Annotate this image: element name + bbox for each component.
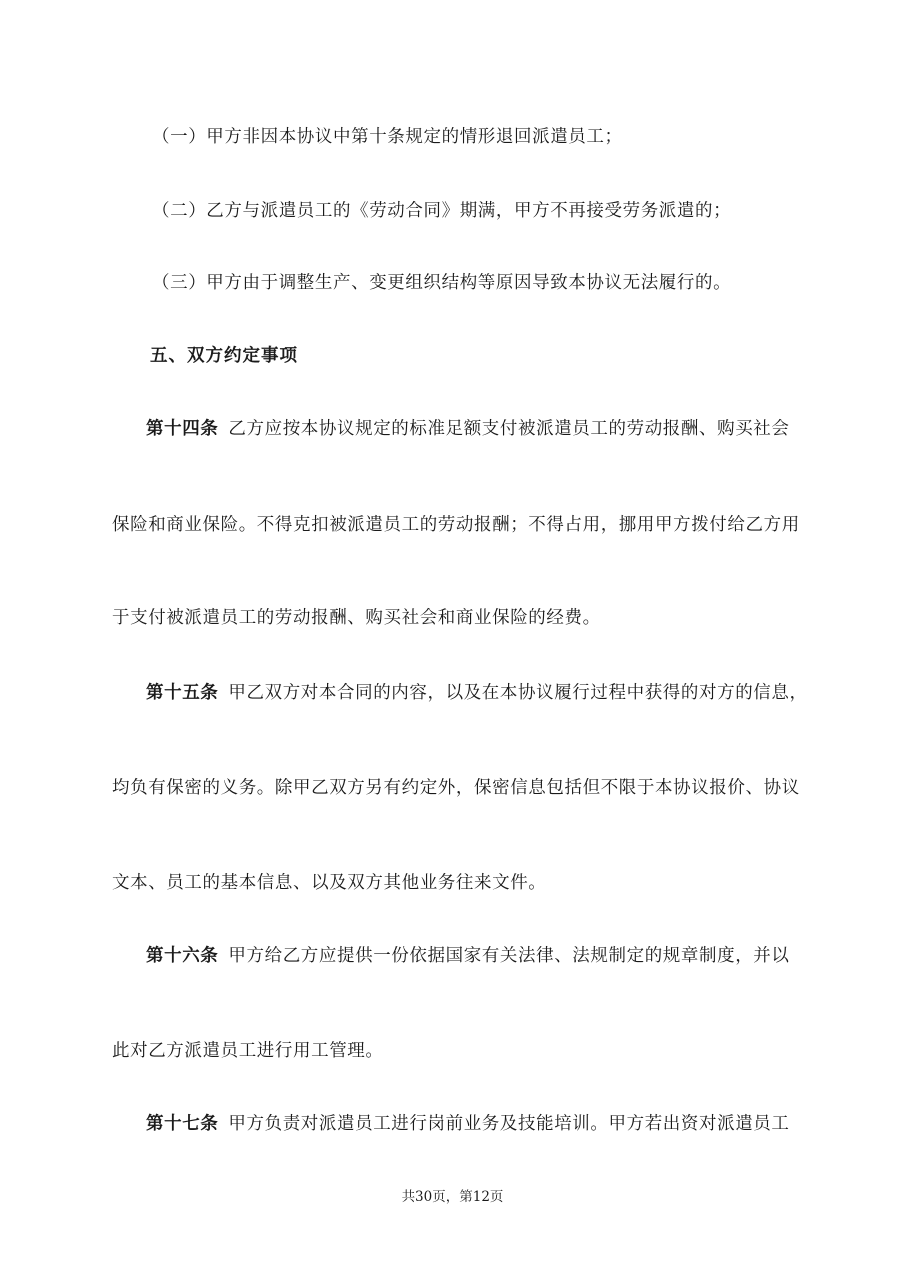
article-15-line-2: 均负有保密的义务。除甲乙双方另有约定外，保密信息包括但不限于本协议报价、协议	[112, 778, 800, 798]
article-14-label: 第十四条	[146, 419, 219, 439]
article-15-line-3: 文本、员工的基本信息、以及双方其他业务往来文件。	[112, 873, 547, 893]
article-17-label: 第十七条	[146, 1114, 219, 1134]
page-footer: 共30页，第12页	[401, 1189, 504, 1205]
clause-1: （一）甲方非因本协议中第十条规定的情形退回派遣员工；	[152, 127, 623, 147]
article-14-first-line	[146, 417, 790, 441]
section-heading: 五、双方约定事项	[150, 346, 298, 366]
article-16-text: 甲方给乙方应提供一份依据国家有关法律、法规制定的规章制度，并以	[228, 946, 790, 966]
article-16-first-line	[146, 944, 790, 968]
article-17-text: 甲方负责对派遣员工进行岗前业务及技能培训。甲方若出资对派遣员工	[228, 1114, 790, 1134]
article-14-line-2: 保险和商业保险。不得克扣被派遣员工的劳动报酬；不得占用，挪用甲方拨付给乙方用	[112, 515, 800, 535]
article-15-first-line	[146, 681, 808, 705]
article-16-line-2: 此对乙方派遣员工进行用工管理。	[112, 1041, 384, 1061]
article-15-text: 甲乙双方对本合同的内容，以及在本协议履行过程中获得的对方的信息，	[228, 683, 808, 703]
article-14-line-3: 于支付被派遣员工的劳动报酬、购买社会和商业保险的经费。	[112, 608, 601, 628]
article-17-first-line	[146, 1112, 790, 1136]
clause-3: （三）甲方由于调整生产、变更组织结构等原因导致本协议无法履行的。	[152, 273, 732, 293]
article-16-label: 第十六条	[146, 946, 219, 966]
article-15-label: 第十五条	[146, 683, 219, 703]
clause-2: （二）乙方与派遣员工的《劳动合同》期满，甲方不再接受劳务派遣的；	[152, 201, 732, 221]
article-14-text: 乙方应按本协议规定的标准足额支付被派遣员工的劳动报酬、购买社会	[228, 419, 790, 439]
